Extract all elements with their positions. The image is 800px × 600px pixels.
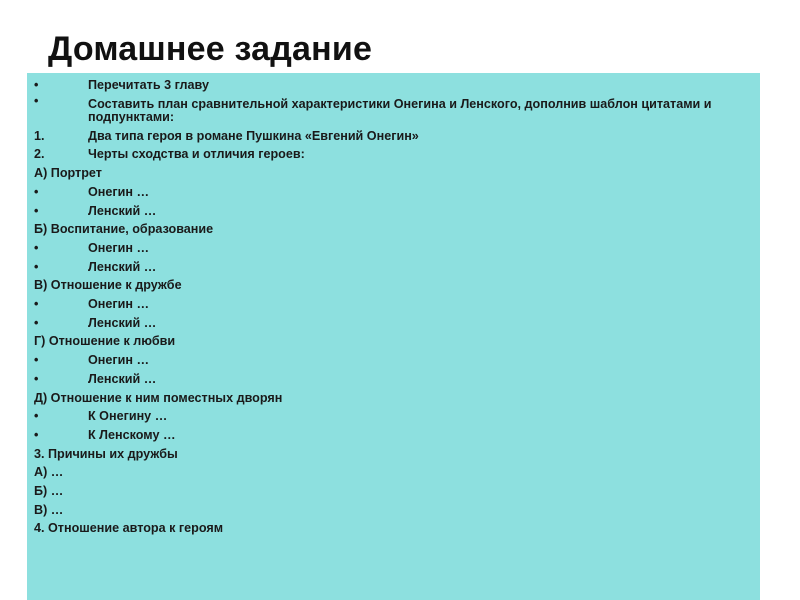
list-marker: 2.: [34, 147, 45, 162]
list-item: [34, 370, 754, 389]
list-marker: •: [34, 409, 39, 424]
list-item: [34, 426, 754, 445]
list-item: [34, 95, 754, 124]
list-item-text: Составить план сравнительной характеристики Онегина и Ленского, дополнив шаблон цитатами и подпунктами:: [88, 96, 712, 124]
section-heading: [34, 519, 754, 538]
list-marker: •: [34, 259, 39, 274]
list-item: [34, 183, 754, 202]
section-heading: [34, 164, 754, 183]
list-item-text: К Ленскому …: [88, 427, 176, 442]
section-heading-text: 4. Отношение автора к героям: [34, 521, 224, 536]
section-heading-text: В) Отношение к дружбе: [34, 278, 182, 293]
list-item-text: Перечитать 3 главу: [88, 78, 209, 92]
section-heading: [34, 445, 754, 464]
list-item-text: Онегин …: [88, 297, 150, 312]
sub-item-text: Б) …: [34, 484, 64, 499]
list-marker: •: [34, 203, 39, 218]
list-marker: •: [34, 371, 39, 386]
list-item: [34, 127, 754, 146]
list-item: [34, 202, 754, 221]
list-item-text: К Онегину …: [88, 409, 168, 424]
list-item: [34, 314, 754, 333]
list-marker: •: [34, 353, 39, 368]
section-heading: [34, 220, 754, 239]
list-item-text: Два типа героя в романе Пушкина «Евгений Онегин»: [88, 128, 419, 143]
list-marker: 1.: [34, 128, 45, 143]
list-item-text: Онегин …: [88, 184, 150, 199]
list-item-text: Ленский …: [88, 315, 157, 330]
section-heading: [34, 276, 754, 295]
list-item: [34, 351, 754, 370]
list-item: [34, 76, 754, 95]
list-marker: •: [34, 93, 39, 108]
section-heading-text: Б) Воспитание, образование: [34, 222, 214, 237]
section-heading: [34, 332, 754, 351]
list-item: [34, 407, 754, 426]
list-marker: •: [34, 184, 39, 199]
page-title: Домашнее задание: [48, 30, 373, 68]
sub-item: [34, 501, 754, 520]
list-item: [34, 258, 754, 277]
list-item-text: Онегин …: [88, 240, 150, 255]
list-item: [34, 145, 754, 164]
list-item-text: Ленский …: [88, 203, 157, 218]
list-marker: •: [34, 427, 39, 442]
list-marker: •: [34, 297, 39, 312]
section-heading-text: Д) Отношение к ним поместных дворян: [34, 390, 283, 405]
list-item-text: Ленский …: [88, 371, 157, 386]
section-heading-text: Г) Отношение к любви: [34, 334, 176, 349]
homework-list: [34, 76, 754, 538]
section-heading-text: 3. Причины их дружбы: [34, 446, 178, 461]
list-item-text: Ленский …: [88, 259, 157, 274]
sub-item-text: А) …: [34, 465, 64, 480]
sub-item-text: В) …: [34, 502, 64, 517]
list-marker: •: [34, 240, 39, 255]
list-item: [34, 295, 754, 314]
list-marker: •: [34, 315, 39, 330]
list-item-text: Черты сходства и отличия героев:: [88, 147, 305, 162]
sub-item: [34, 482, 754, 501]
list-item-text: Онегин …: [88, 353, 150, 368]
list-item: [34, 239, 754, 258]
section-heading-text: А) Портрет: [34, 166, 102, 181]
sub-item: [34, 463, 754, 482]
list-marker: •: [34, 78, 39, 92]
section-heading: [34, 389, 754, 408]
